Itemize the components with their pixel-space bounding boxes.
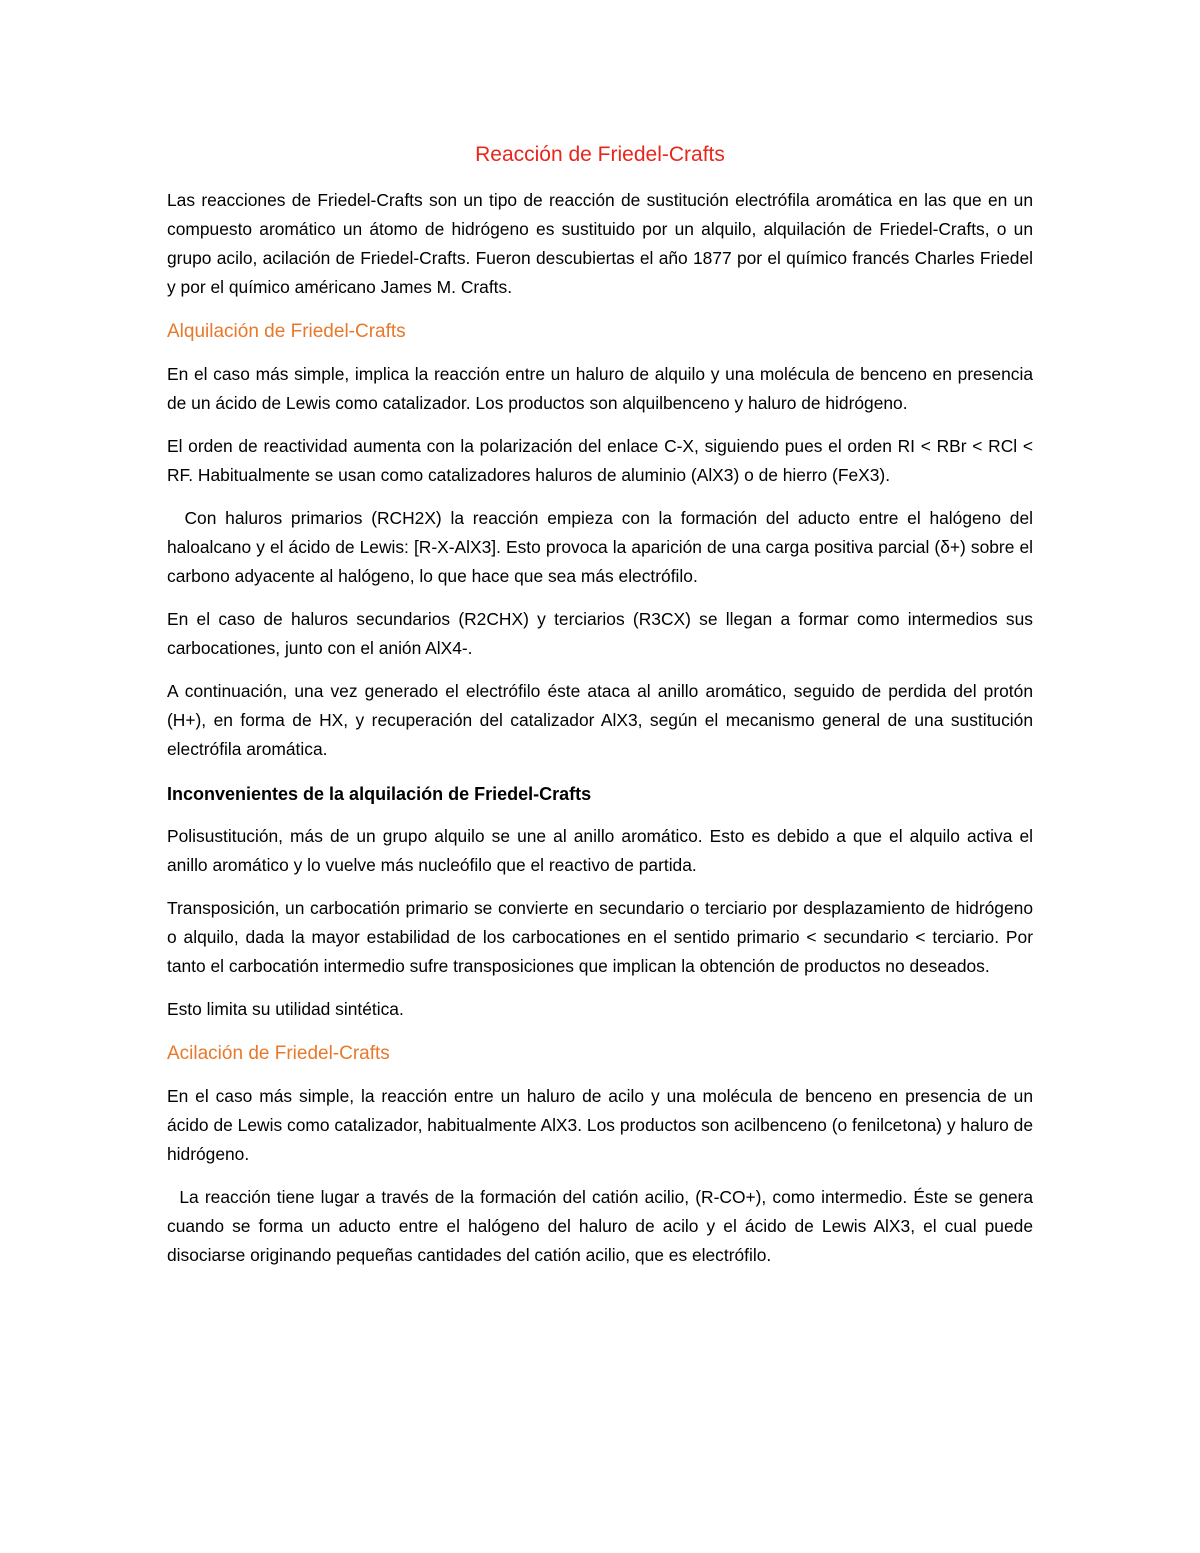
alkylation-paragraph-5: A continuación, una vez generado el electrófilo éste ataca al anillo aromático, seguido de perdida del protón (H+), en forma de HX, y recuperación del catalizador AlX3, según el mecanismo general de una sustitución electrófila aromática. [167, 681, 1033, 759]
drawbacks-paragraph-3: Esto limita su utilidad sintética. [167, 999, 404, 1019]
document-title: Reacción de Friedel-Crafts [475, 143, 725, 166]
drawbacks-heading: Inconvenientes de la alquilación de Friedel-Crafts [167, 784, 592, 804]
alkylation-paragraph-3: Con haluros primarios (RCH2X) la reacción empieza con la formación del aducto entre el halógeno del haloalcano y el ácido de Lewis: [R-X-AlX3]. Esto provoca la aparición de una carga positiva parcial (δ+) sobre el carbono adyacente al halógeno, lo que hace que sea más electrófilo. [167, 508, 1038, 586]
acylation-paragraph-2: La reacción tiene lugar a través de la formación del catión acilio, (R-CO+), como intermedio. Éste se genera cuando se forma un aducto entre el halógeno del haluro de acilo y el ácido de Lewis AlX3, el cual puede disociarse originando pequeñas cantidades del catión acilio, que es electrófilo. [167, 1187, 1038, 1265]
intro-paragraph: Las reacciones de Friedel-Crafts son un tipo de reacción de sustitución electrófila aromática en las que en un compuesto aromático un átomo de hidrógeno es sustituido por un alquilo, alquilación de Friedel-Crafts, o un grupo acilo, acilación de Friedel-Crafts. Fueron descubiertas el año 1877 por el químico francés Charles Friedel y por el químico américano James M. Crafts. [167, 190, 1033, 297]
drawbacks-paragraph-2: Transposición, un carbocatión primario se convierte en secundario o terciario por desplazamiento de hidrógeno o alquilo, dada la mayor estabilidad de los carbocationes en el sentido primario < secundario < terciario. Por tanto el carbocatión intermedio sufre transposiciones que implican la obtención de productos no deseados. [167, 898, 1033, 976]
alkylation-heading: Alquilación de Friedel-Crafts [167, 321, 406, 342]
document-page [167, 138, 1038, 1284]
alkylation-paragraph-4: En el caso de haluros secundarios (R2CHX) y terciarios (R3CX) se llegan a formar como intermedios sus carbocationes, junto con el anión AlX4-. [167, 609, 1033, 658]
alkylation-paragraph-1: En el caso más simple, implica la reacción entre un haluro de alquilo y una molécula de benceno en presencia de un ácido de Lewis como catalizador. Los productos son alquilbenceno y haluro de hidrógeno. [167, 364, 1033, 413]
alkylation-paragraph-2: El orden de reactividad aumenta con la polarización del enlace C-X, siguiendo pues el orden RI < RBr < RCl < RF. Habitualmente se usan como catalizadores haluros de aluminio (AlX3) o de hierro (FeX3). [167, 436, 1033, 485]
acylation-paragraph-1: En el caso más simple, la reacción entre un haluro de acilo y una molécula de benceno en presencia de un ácido de Lewis como catalizador, habitualmente AlX3. Los productos son acilbenceno (o fenilcetona) y haluro de hidrógeno. [167, 1086, 1033, 1164]
acylation-heading: Acilación de Friedel-Crafts [167, 1043, 390, 1064]
drawbacks-paragraph-1: Polisustitución, más de un grupo alquilo se une al anillo aromático. Esto es debido a que el alquilo activa el anillo aromático y lo vuelve más nucleófilo que el reactivo de partida. [167, 826, 1033, 875]
